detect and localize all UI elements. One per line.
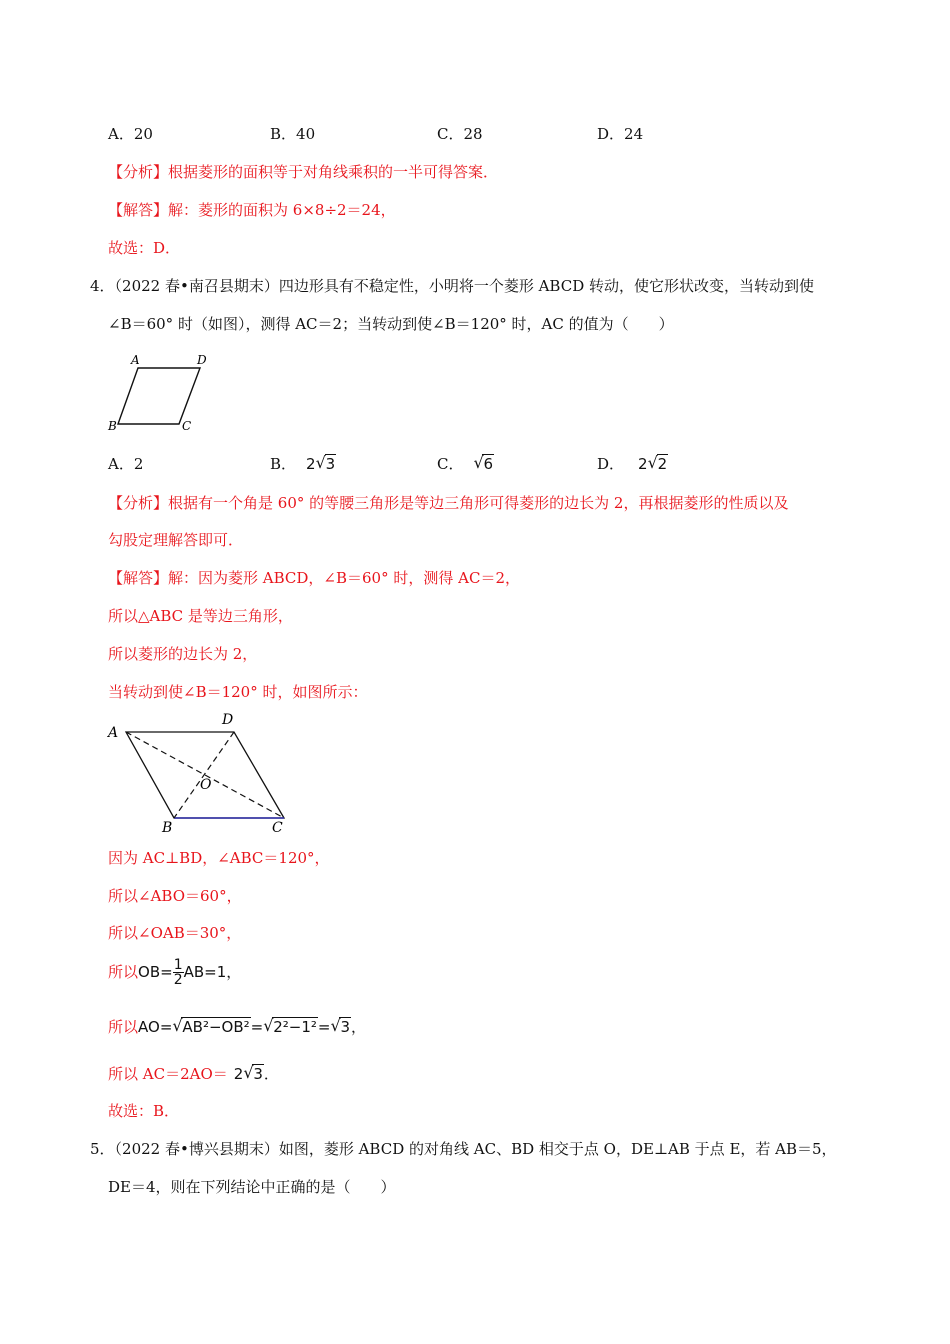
q3-conclusion: 故选：D． xyxy=(108,239,181,257)
sqrt-symbol: √ 2 xyxy=(647,453,668,473)
label-d: D xyxy=(222,712,234,728)
sqrt-symbol: √ 2²−1² xyxy=(263,1016,317,1036)
q5-stem-line1: 5．（2022 春•博兴县期末）如图，菱形 ABCD 的对角线 AC、BD 相交于点 O，DE⊥AB 于点 E，若 AB＝5， xyxy=(90,1140,837,1158)
rhombus-figure-60 xyxy=(104,350,216,434)
answer-tag: 【解答】 xyxy=(108,201,169,219)
q4-step2: 所以∠ABO＝60°， xyxy=(108,887,242,905)
label-d: D xyxy=(197,353,207,367)
q4-answer-line1: 【解答】解：因为菱形 ABCD，∠B＝60° 时，测得 AC＝2， xyxy=(108,569,520,587)
q4-step6: 所以 AC＝2AO＝ 2 √ 3． xyxy=(108,1063,279,1083)
q4-answer-line4: 当转动到使∠B＝120° 时，如图所示： xyxy=(108,683,368,701)
q4-stem-line2: ∠B＝60° 时（如图），测得 AC＝2；当转动到使∠B＝120° 时，AC 的值为（ ） xyxy=(108,315,674,333)
formula-ob: OB= $\frac{1}{2}$ AB=1 xyxy=(138,957,227,988)
sqrt-symbol: √ 3 xyxy=(315,453,336,473)
label-b: B xyxy=(108,419,117,433)
q4-answer-line3: 所以菱形的边长为 2， xyxy=(108,645,258,663)
option-c: C．28 xyxy=(437,125,483,143)
q4-step4: 所以OB= $\frac{1}{2}$ AB=1， xyxy=(108,957,242,988)
option-b: B．40 xyxy=(270,125,316,143)
q5-stem-line2: DE＝4，则在下列结论中正确的是（ ） xyxy=(108,1178,396,1196)
analysis-text: 根据菱形的面积等于对角线乘积的一半可得答案． xyxy=(168,163,499,181)
option-d: D． 2 √ 2 xyxy=(597,453,668,473)
formula-ao: AO= √ AB²−OB²= √ 2²−1²= √ 3 xyxy=(138,1016,351,1036)
q4-step3: 所以∠OAB＝30°， xyxy=(108,924,242,942)
option-a: A．20 xyxy=(108,125,153,143)
option-c: C． √ 6 xyxy=(437,453,494,473)
q4-analysis-line1: 【分析】根据有一个角是 60° 的等腰三角形是等边三角形可得菱形的边长为 2，再根据菱形的性质以及 xyxy=(108,494,789,512)
label-a: A xyxy=(131,353,140,367)
rhombus-figure-120 xyxy=(104,708,294,838)
option-b: B． 2 √ 3 xyxy=(270,453,336,473)
label-c: C xyxy=(182,419,192,433)
analysis-tag: 【分析】 xyxy=(108,163,169,181)
answer-tag: 【解答】 xyxy=(108,569,169,587)
q4-answer-line2: 所以△ABC 是等边三角形， xyxy=(108,607,293,625)
sqrt-symbol: √ 6 xyxy=(473,453,494,473)
q3-analysis xyxy=(108,161,498,182)
sqrt-symbol: √ 3 xyxy=(330,1016,351,1036)
q4-step1: 因为 AC⊥BD，∠ABC＝120°， xyxy=(108,849,330,867)
label-c: C xyxy=(272,820,283,836)
sqrt-symbol: √ 3 xyxy=(243,1063,263,1083)
option-a: A．2 xyxy=(108,455,144,473)
option-d: D．24 xyxy=(597,125,644,143)
q4-step5: 所以AO= √ AB²−OB²= √ 2²−1²= √ 3， xyxy=(108,1016,367,1036)
q4-analysis-line2: 勾股定理解答即可． xyxy=(108,531,244,549)
label-o: O xyxy=(200,777,212,793)
q4-conclusion: 故选：B． xyxy=(108,1102,180,1120)
label-b: B xyxy=(162,820,173,836)
answer-text: 解：菱形的面积为 6×8÷2＝24， xyxy=(168,201,396,219)
fraction-half: $\frac{1}{2}$ xyxy=(173,957,183,988)
analysis-tag: 【分析】 xyxy=(108,494,169,512)
sqrt-symbol: √ AB²−OB² xyxy=(172,1016,250,1036)
label-a: A xyxy=(108,725,119,741)
q3-answer xyxy=(108,199,396,220)
q4-stem-line1: 4．（2022 春•南召县期末）四边形具有不稳定性，小明将一个菱形 ABCD 转动，使它形状改变，当转动到使 xyxy=(90,277,815,295)
